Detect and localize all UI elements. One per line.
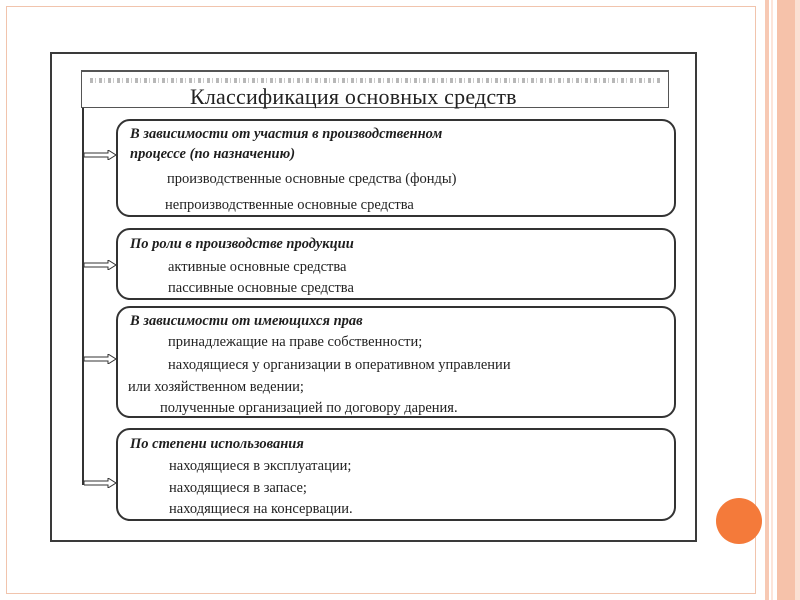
group-item: находящиеся у организации в оперативном управлении — [168, 357, 511, 373]
group-item: находящиеся на консервации. — [169, 501, 353, 517]
group-heading: По роли в производстве продукции — [130, 236, 354, 252]
decor-stripe-2 — [771, 0, 773, 600]
decor-stripe-4 — [795, 0, 800, 600]
decor-stripe-3 — [777, 0, 795, 600]
arrow-icon — [84, 354, 116, 364]
group-box-production-role — [116, 228, 676, 300]
diagram-title: Классификация основных средств — [190, 84, 517, 109]
orange-dot-decoration — [716, 498, 762, 544]
arrow-icon — [84, 260, 116, 270]
group-item: находящиеся в запасе; — [169, 480, 307, 496]
group-item: принадлежащие на праве собственности; — [168, 334, 423, 350]
group-heading: В зависимости от участия в производственном — [130, 126, 443, 142]
connector-line — [82, 108, 84, 485]
group-item: или хозяйственном ведении; — [128, 379, 304, 395]
group-item: пассивные основные средства — [168, 280, 354, 296]
group-heading: В зависимости от имеющихся прав — [130, 313, 363, 329]
group-item: находящиеся в эксплуатации; — [169, 458, 352, 474]
group-item: производственные основные средства (фонды) — [167, 171, 457, 187]
decor-stripe-1 — [765, 0, 769, 600]
group-item: активные основные средства — [168, 259, 347, 275]
group-box-usage — [116, 428, 676, 521]
scan-noise — [90, 78, 660, 83]
arrow-icon — [84, 150, 116, 160]
group-item: непроизводственные основные средства — [165, 197, 414, 213]
group-heading: По степени использования — [130, 436, 304, 452]
group-item: полученные организацией по договору дарения. — [160, 400, 458, 416]
group-box-purpose — [116, 119, 676, 217]
title-box — [81, 70, 669, 108]
group-box-rights — [116, 306, 676, 418]
arrow-icon — [84, 478, 116, 488]
group-heading: процессе (по назначению) — [130, 146, 296, 162]
